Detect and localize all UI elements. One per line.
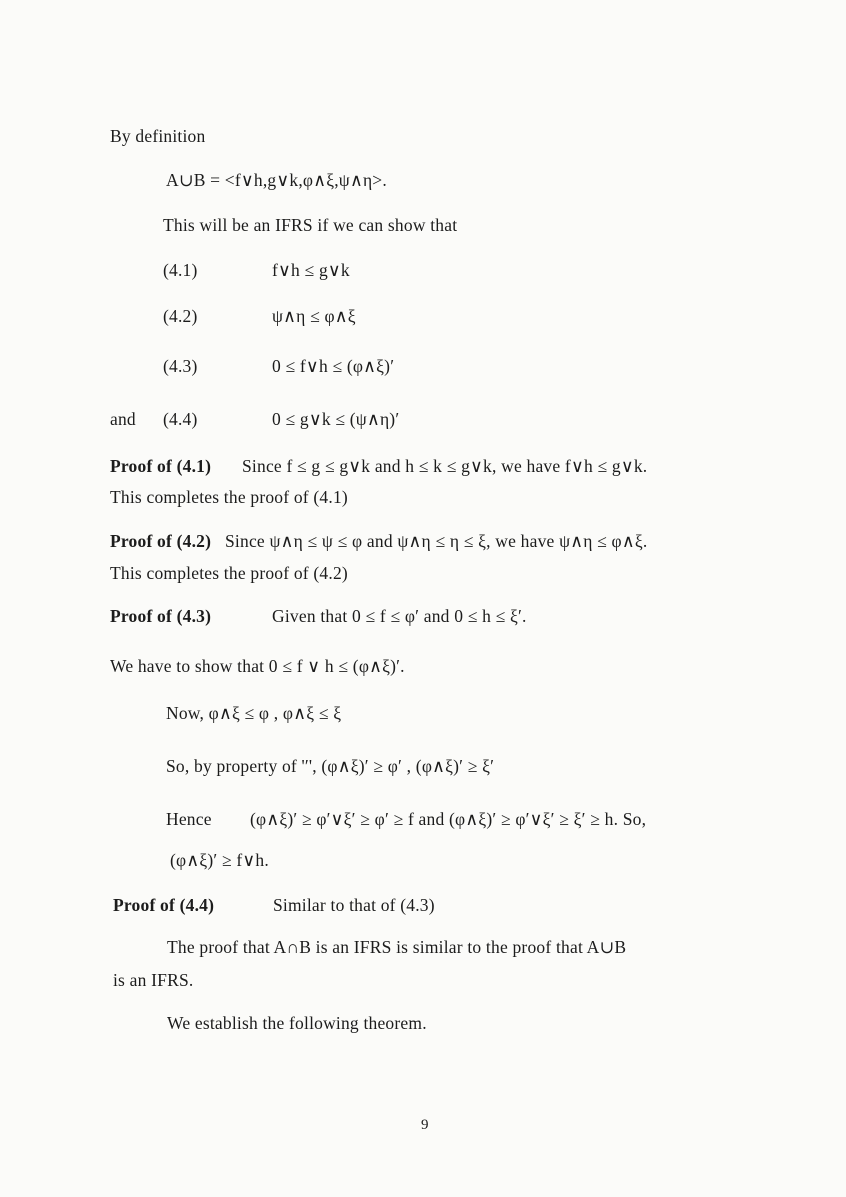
condition-label: (4.2) xyxy=(163,306,198,326)
condition-formula: 0 ≤ g∨k ≤ (ψ∧η)′ xyxy=(272,409,400,429)
proof-heading: Proof of (4.1) xyxy=(110,456,212,476)
condition-label: (4.1) xyxy=(163,260,198,280)
proof-hence-label: Hence xyxy=(166,809,212,829)
intersection-text: The proof that A∩B is an IFRS is similar to the proof that A∪B xyxy=(167,937,627,957)
intersection-text: is an IFRS. xyxy=(113,970,194,990)
condition-label: (4.4) xyxy=(163,409,198,429)
proof-text: Given that 0 ≤ f ≤ φ′ and 0 ≤ h ≤ ξ′. xyxy=(272,606,527,626)
proof-close: This completes the proof of (4.2) xyxy=(110,563,348,583)
condition-label: (4.3) xyxy=(163,356,198,376)
intro-text: By definition xyxy=(110,126,206,146)
proof-heading: Proof of (4.3) xyxy=(110,606,212,626)
proof-text: Since ψ∧η ≤ ψ ≤ φ and ψ∧η ≤ η ≤ ξ, we have ψ∧η ≤ φ∧ξ. xyxy=(225,531,648,551)
proof-heading: Proof of (4.2) xyxy=(110,531,212,551)
page-number: 9 xyxy=(421,1117,429,1133)
condition-formula: 0 ≤ f∨h ≤ (φ∧ξ)′ xyxy=(272,356,395,376)
condition-formula: f∨h ≤ g∨k xyxy=(272,260,350,280)
proof-text: Since f ≤ g ≤ g∨k and h ≤ k ≤ g∨k, we have f∨h ≤ g∨k. xyxy=(242,456,648,476)
proof-conclusion: (φ∧ξ)′ ≥ f∨h. xyxy=(170,850,269,870)
proof-text: Similar to that of (4.3) xyxy=(273,895,435,915)
proof-show: We have to show that 0 ≤ f ∨ h ≤ (φ∧ξ)′. xyxy=(110,656,405,676)
condition-formula: ψ∧η ≤ φ∧ξ xyxy=(272,306,356,326)
ifrs-statement: This will be an IFRS if we can show that xyxy=(163,215,458,235)
proof-now: Now, φ∧ξ ≤ φ , φ∧ξ ≤ ξ xyxy=(166,703,342,723)
proof-so: So, by property of '′', (φ∧ξ)′ ≥ φ′ , (φ∧ξ)′ ≥ ξ′ xyxy=(166,756,495,776)
definition-formula: A∪B = <f∨h,g∨k,φ∧ξ,ψ∧η>. xyxy=(166,170,387,190)
condition-prefix: and xyxy=(110,409,136,429)
proof-hence: (φ∧ξ)′ ≥ φ′∨ξ′ ≥ φ′ ≥ f and (φ∧ξ)′ ≥ φ′∨ξ′ ≥ ξ′ ≥ h. So, xyxy=(250,809,647,829)
proof-close: This completes the proof of (4.1) xyxy=(110,487,348,507)
proof-heading: Proof of (4.4) xyxy=(113,895,215,915)
closing-text: We establish the following theorem. xyxy=(167,1013,427,1033)
